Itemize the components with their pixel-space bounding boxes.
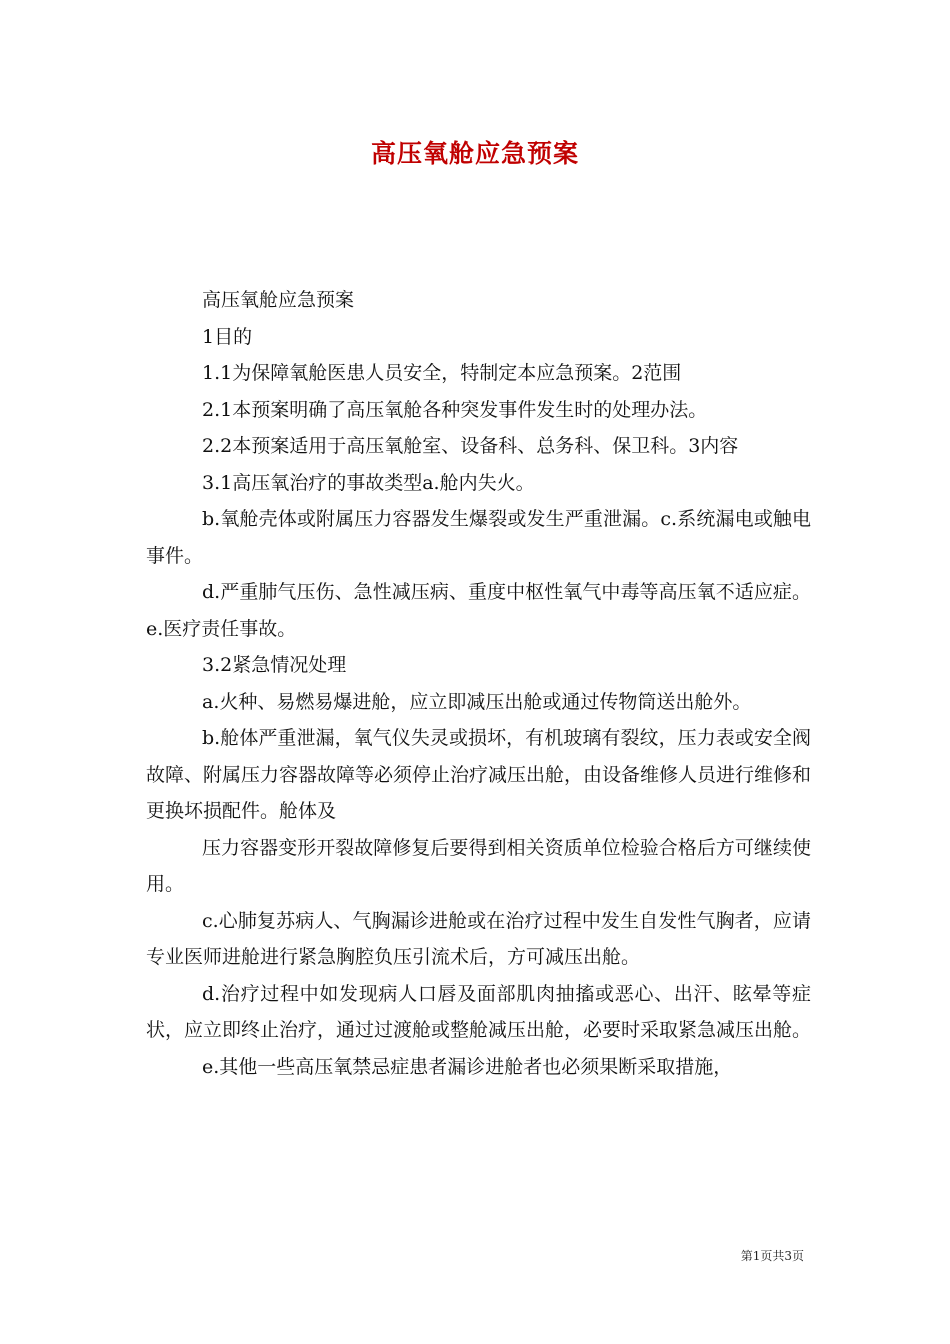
paragraph: 1目的 bbox=[202, 325, 253, 348]
page-number: 第1页共3页 bbox=[740, 1249, 804, 1263]
paragraph: 压力容器变形开裂故障修复后要得到相关资质单位检验合格后方可继续使用。 bbox=[146, 836, 811, 895]
paragraph: d.治疗过程中如发现病人口唇及面部肌肉抽搐或恶心、出汗、眩晕等症状，应立即终止治疗，通过过渡舱或整舱减压出舱，必要时采取紧急减压出舱。 bbox=[146, 982, 812, 1041]
paragraph: b.舱体严重泄漏，氧气仪失灵或损坏，有机玻璃有裂纹，压力表或安全阀故障、附属压力容器故障等必须停止治疗减压出舱，由设备维修人员进行维修和更换坏损配件。舱体及 bbox=[146, 727, 812, 822]
paragraph: 高压氧舱应急预案 bbox=[202, 289, 355, 311]
paragraph: a.火种、易燃易爆进舱，应立即减压出舱或通过传物筒送出舱外。 bbox=[202, 690, 752, 713]
paragraph: 2.1本预案明确了高压氧舱各种突发事件发生时的处理办法。 bbox=[202, 398, 708, 421]
document-body bbox=[146, 282, 811, 1085]
paragraph: 2.2本预案适用于高压氧舱室、设备科、总务科、保卫科。3内容 bbox=[202, 435, 739, 457]
paragraph: 1.1为保障氧舱医患人员安全，特制定本应急预案。2范围 bbox=[202, 362, 682, 384]
paragraph: e.其他一些高压氧禁忌症患者漏诊进舱者也必须果断采取措施， bbox=[202, 1055, 733, 1078]
paragraph: 3.2紧急情况处理 bbox=[202, 654, 347, 676]
paragraph: d.严重肺气压伤、急性减压病、重度中枢性氧气中毒等高压氧不适应症。e.医疗责任事故。 bbox=[146, 581, 811, 640]
paragraph: 3.1高压氧治疗的事故类型a.舱内失火。 bbox=[202, 471, 535, 494]
document-title: 高压氧舱应急预案 bbox=[370, 139, 579, 168]
paragraph: c.心肺复苏病人、气胸漏诊进舱或在治疗过程中发生自发性气胸者，应请专业医师进舱进行紧急胸腔负压引流术后，方可减压出舱。 bbox=[146, 909, 811, 968]
paragraph: b.氧舱壳体或附属压力容器发生爆裂或发生严重泄漏。c.系统漏电或触电事件。 bbox=[146, 508, 811, 567]
